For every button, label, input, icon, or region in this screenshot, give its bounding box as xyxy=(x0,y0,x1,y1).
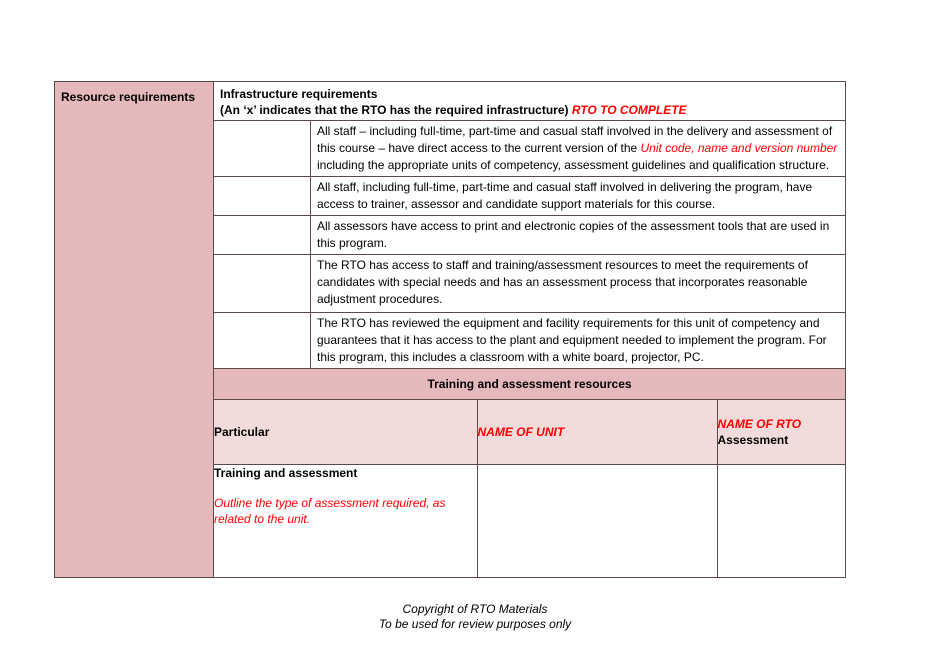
unit-entry-cell[interactable] xyxy=(477,465,717,578)
training-assessment-title: Training and assessment xyxy=(214,466,358,480)
infrastructure-requirement-text: All assessors have access to print and electronic copies of the assessment tools that are used in this program. xyxy=(311,216,846,255)
infrastructure-requirement-text: All staff, including full-time, part-time and casual staff involved in delivering the program, have access to trainer, assessor and candidate support materials for this course. xyxy=(311,177,846,216)
page-footer xyxy=(0,602,950,632)
unit-name-header xyxy=(477,400,717,465)
resource-requirements-table xyxy=(54,81,846,578)
assessment-guidance-note: Outline the type of assessment required, as related to the unit. xyxy=(214,496,446,526)
unit-code-placeholder: Unit code, name and version number xyxy=(640,141,838,155)
infrastructure-check-cell[interactable] xyxy=(214,121,311,177)
infrastructure-row xyxy=(214,313,845,369)
infrastructure-check-cell[interactable] xyxy=(214,216,311,255)
training-resources-header-row xyxy=(214,400,845,465)
infrastructure-requirement-text: The RTO has reviewed the equipment and facility requirements for this unit of competency and guarantees that it has access to the plant and equipment needed to implement the program. For this program, this includes a classroom with a white board, projector, PC. xyxy=(311,313,846,369)
requirement-text-part: All staff – including full-time, part-time and casual staff involved in the delivery and assessment of this course – have direct access to the current version of the xyxy=(317,124,833,155)
training-assessment-cell xyxy=(214,465,477,578)
resource-requirements-label-cell xyxy=(55,82,214,578)
review-purposes-notice: To be used for review purposes only xyxy=(378,617,572,631)
particular-header-text: Particular xyxy=(214,425,270,439)
infrastructure-subtitle-text: (An ‘x’ indicates that the RTO has the required infrastructure) xyxy=(220,103,569,117)
resource-requirements-label: Resource requirements xyxy=(61,90,196,104)
infrastructure-row xyxy=(214,177,845,216)
rto-to-complete-label: RTO TO COMPLETE xyxy=(571,103,687,117)
infrastructure-row xyxy=(214,255,845,313)
infrastructure-heading xyxy=(214,82,845,120)
infrastructure-row xyxy=(214,216,845,255)
training-resources-table xyxy=(214,400,845,577)
infrastructure-subtitle xyxy=(220,102,839,118)
infrastructure-check-cell[interactable] xyxy=(214,313,311,369)
particular-header xyxy=(214,400,477,465)
rto-entry-cell[interactable] xyxy=(717,465,845,578)
unit-name-placeholder: NAME OF UNIT xyxy=(477,425,565,439)
resource-requirements-content xyxy=(214,82,846,578)
copyright-notice: Copyright of RTO Materials xyxy=(402,602,548,616)
rto-name-placeholder: NAME OF RTO xyxy=(717,417,802,431)
rto-name-header xyxy=(717,400,845,465)
infrastructure-title: Infrastructure requirements xyxy=(220,87,378,101)
requirement-text-part: including the appropriate units of competency, assessment guidelines and qualification structure. xyxy=(317,158,830,172)
infrastructure-requirement-text: The RTO has access to staff and training/assessment resources to meet the requirements of candidates with special needs and has an assessment process that incorporates reasonable adjustment procedures. xyxy=(311,255,846,313)
infrastructure-check-cell[interactable] xyxy=(214,255,311,313)
training-assessment-row xyxy=(214,465,845,578)
infrastructure-requirement-text xyxy=(311,121,846,177)
infrastructure-row xyxy=(214,121,845,177)
training-resources-title: Training and assessment resources xyxy=(214,368,845,400)
assessment-label: Assessment xyxy=(717,433,789,447)
infrastructure-check-cell[interactable] xyxy=(214,177,311,216)
infrastructure-checklist xyxy=(214,120,845,368)
